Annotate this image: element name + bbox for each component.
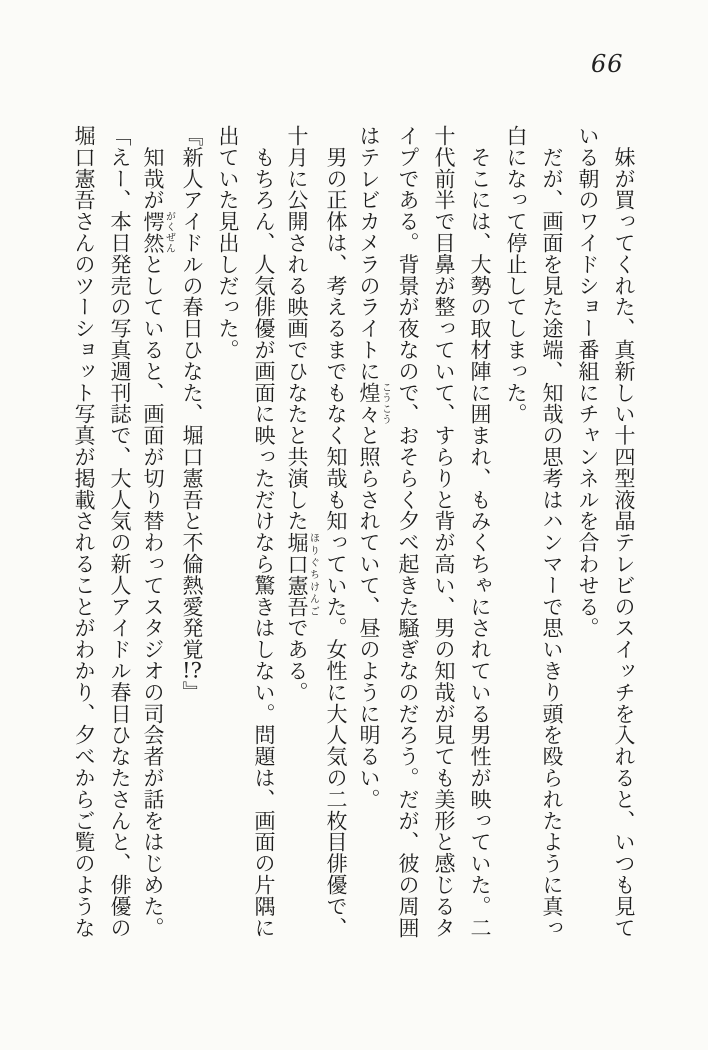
- ruby-annotated-text: 煌々こうこう: [357, 381, 391, 425]
- text-column: 出ていた見出しだった。: [216, 125, 240, 361]
- page-number: 66: [591, 50, 624, 78]
- text-column: 十月に公開される映画でひなたと共演した堀口憲吾ほりぐちけんごである。: [285, 125, 319, 703]
- ruby-annotated-text: 堀口憲吾ほりぐちけんご: [285, 531, 319, 618]
- text-column: 十代前半で目鼻が整っていて、すらりと背が高い、男の知哉が見ても美形と感じるタ: [432, 125, 456, 939]
- text-column: 「えー、本日発売の写真週刊誌で、大人気の新人アイドル春日ひなたさんと、俳優の: [108, 125, 132, 939]
- text-column: 知哉が愕然がくぜんとしていると、画面が切り替わってスタジオの司会者が話をはじめた。: [141, 125, 175, 939]
- text-column: 堀口憲吾さんのツーショット写真が掲載されることがわかり、夕べからご覧のような: [72, 125, 96, 939]
- text-columns: [66, 125, 642, 953]
- tate-chu-yoko-text: !?: [182, 660, 202, 681]
- text-column: イプである。背景が夜なので、おそらく夕べ起きた騒ぎなのだろう。だが、彼の周囲: [396, 125, 420, 939]
- text-column: いる朝のワイドショー番組にチャンネルを合わせる。: [576, 125, 600, 639]
- text-column: だが、画面を見た途端、知哉の思考はハンマーで思いきり頭を殴られたように真っ: [540, 125, 564, 939]
- text-column: そこには、大勢の取材陣に囲まれ、もみくちゃにされている男性が映っていた。二: [468, 125, 492, 939]
- text-column: もちろん、人気俳優が画面に映っただけなら驚きはしない。問題は、画面の片隅に: [252, 125, 276, 939]
- ruby-annotated-text: 愕然がくぜん: [141, 210, 175, 254]
- text-column: 男の正体は、考えるまでもなく知哉も知っていた。女性に大人気の二枚目俳優で、: [324, 125, 348, 939]
- text-column: 白になって停止してしまった。: [504, 125, 528, 425]
- text-column: 『新人アイドルの春日ひなた、堀口憲吾と不倫熱愛発覚!?』: [180, 125, 204, 703]
- text-column: はテレビカメラのライトに煌々こうこうと照らされていて、昼のように明るい。: [357, 125, 391, 810]
- text-column: 妹が買ってくれた、真新しい十四型液晶テレビのスイッチを入れると、いつも見て: [612, 125, 636, 939]
